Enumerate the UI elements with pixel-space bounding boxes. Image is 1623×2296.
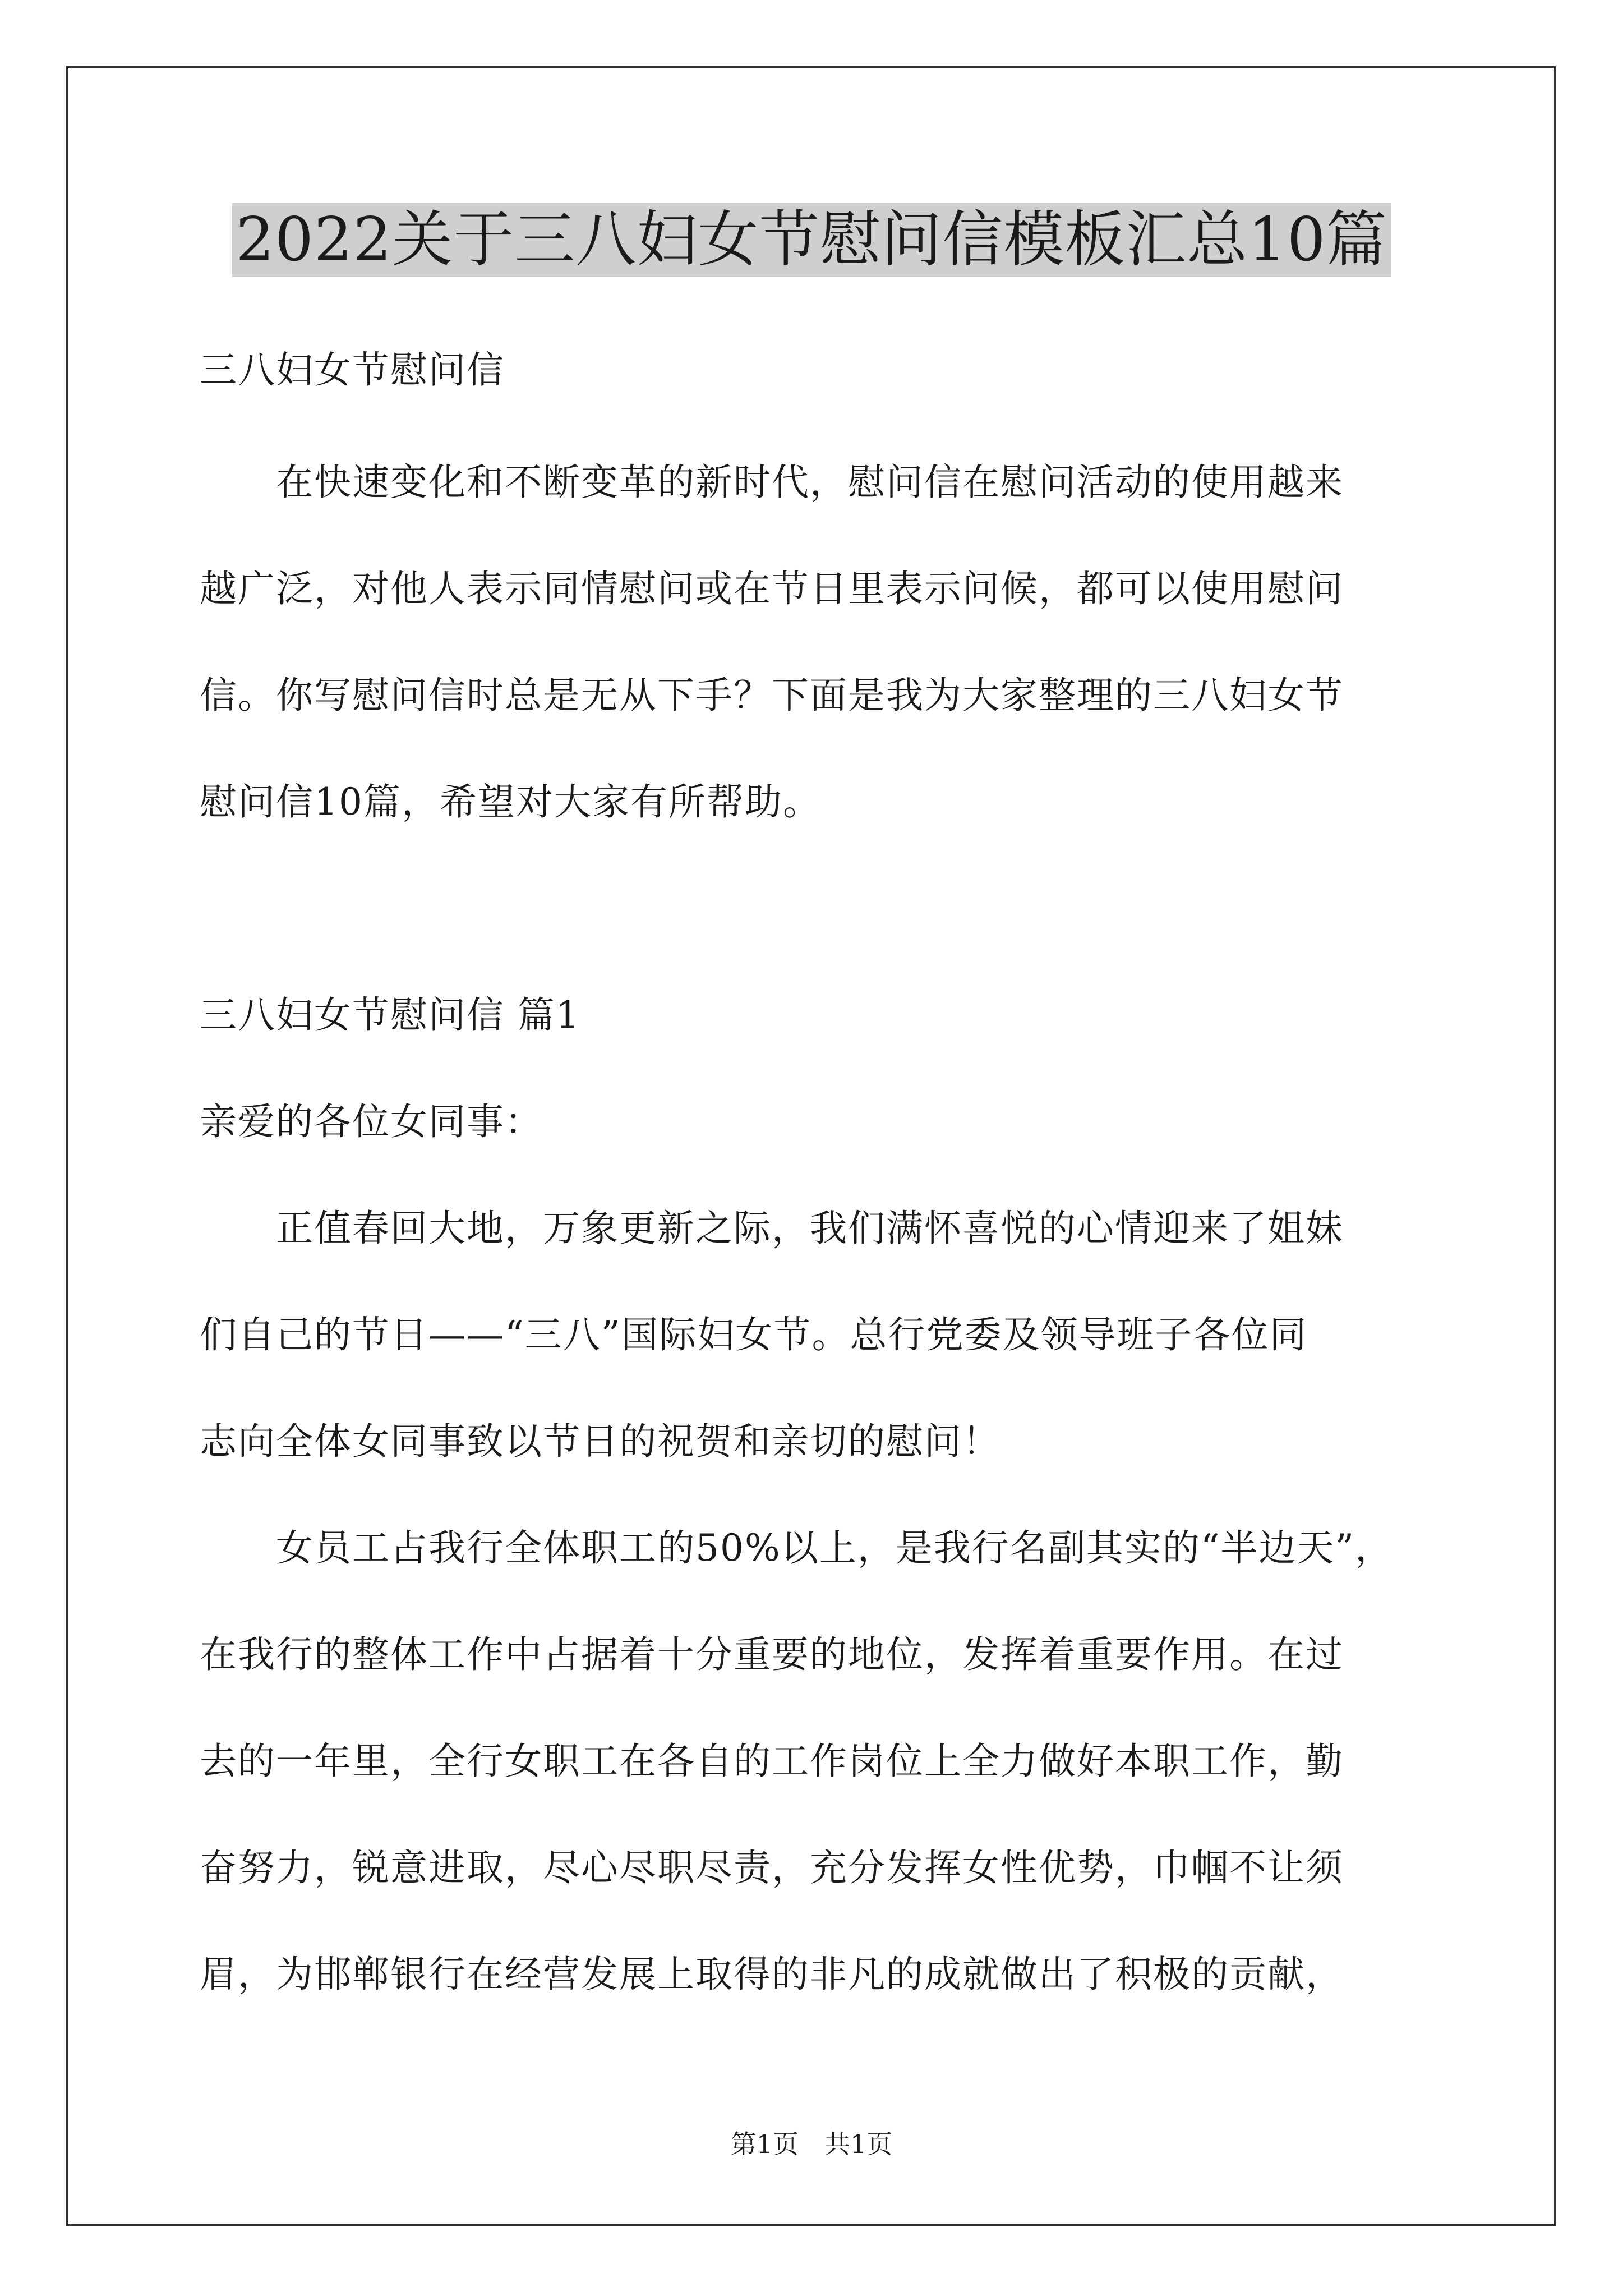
salutation: 亲爱的各位女同事： bbox=[200, 1100, 543, 1143]
paragraph-line: 在快速变化和不断变革的新时代，慰问信在慰问活动的使用越来 bbox=[200, 461, 1344, 504]
paragraph-line: 信。你写慰问信时总是无从下手？下面是我为大家整理的三八妇女节 bbox=[200, 674, 1344, 717]
title-container bbox=[0, 203, 1623, 277]
paragraph-line: 奋努力，锐意进取，尽心尽职尽责，充分发挥女性优势，巾帼不让须 bbox=[200, 1846, 1344, 1889]
paragraph-line: 们自己的节日——“三八”国际妇女节。总行党委及领导班子各位同 bbox=[200, 1313, 1308, 1356]
paragraph-line: 在我行的整体工作中占据着十分重要的地位，发挥着重要作用。在过 bbox=[200, 1633, 1344, 1676]
paragraph-line: 正值春回大地，万象更新之际，我们满怀喜悦的心情迎来了姐妹 bbox=[200, 1207, 1344, 1250]
paragraph-line: 去的一年里，全行女职工在各自的工作岗位上全力做好本职工作，勤 bbox=[200, 1740, 1344, 1783]
paragraph-line: 越广泛，对他人表示同情慰问或在节日里表示问候，都可以使用慰问 bbox=[200, 567, 1344, 610]
document-title: 2022关于三八妇女节慰问信模板汇总10篇 bbox=[232, 203, 1390, 277]
section-heading: 三八妇女节慰问信 bbox=[200, 348, 505, 392]
paragraph-line: 慰问信10篇，希望对大家有所帮助。 bbox=[200, 780, 821, 823]
paragraph-line: 女员工占我行全体职工的50%以上，是我行名副其实的“半边天”， bbox=[200, 1526, 1394, 1570]
letter-heading: 三八妇女节慰问信 篇1 bbox=[200, 993, 580, 1037]
paragraph-line: 志向全体女同事致以节日的祝贺和亲切的慰问！ bbox=[200, 1420, 1000, 1463]
paragraph-line: 眉，为邯郸银行在经营发展上取得的非凡的成就做出了积极的贡献， bbox=[200, 1953, 1344, 1996]
page-footer: 第1页 共1页 bbox=[730, 2129, 893, 2159]
